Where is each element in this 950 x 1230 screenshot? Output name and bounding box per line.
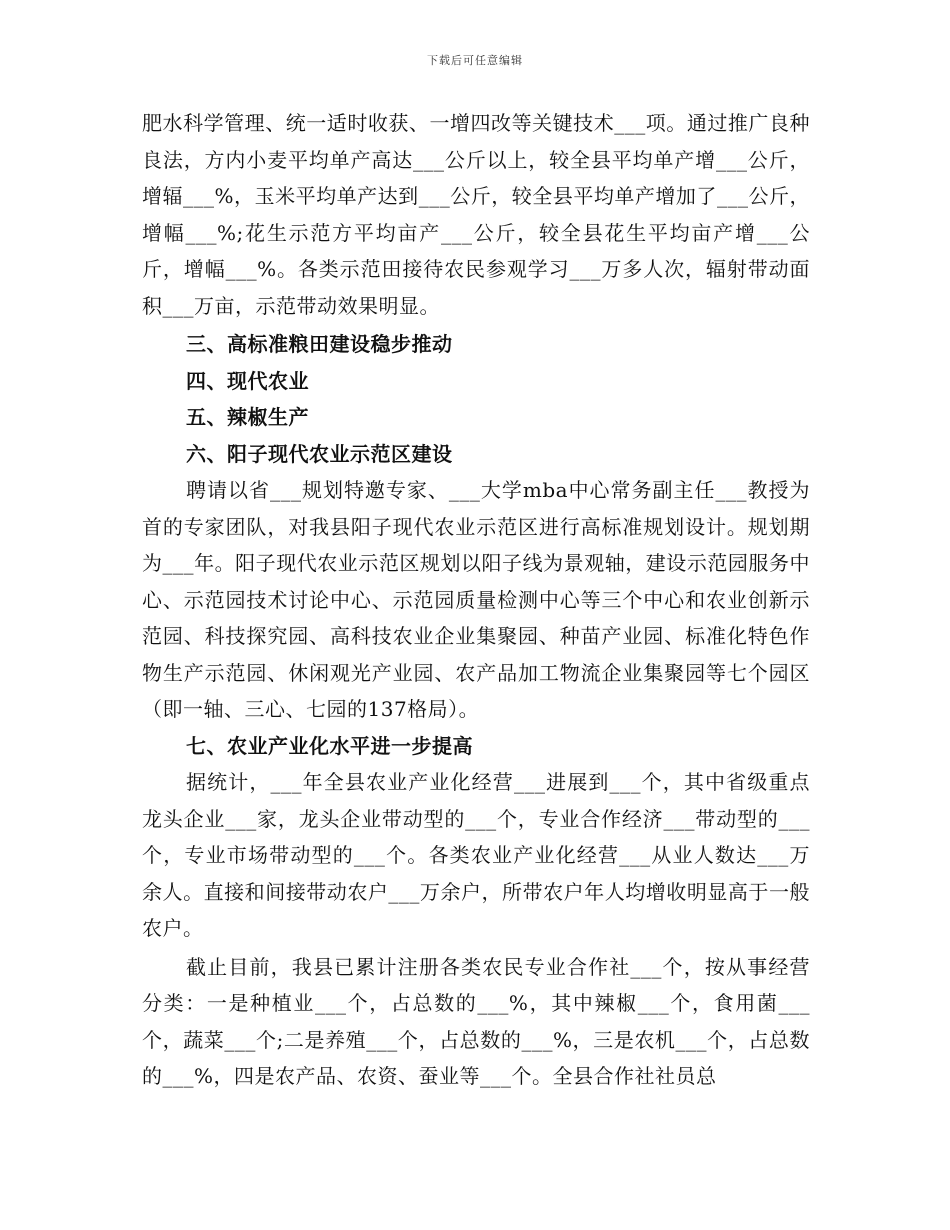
document-body — [142, 105, 810, 1095]
section-heading-4: 四、现代农业 — [186, 368, 309, 393]
section-heading-5: 五、辣椒生产 — [186, 405, 309, 429]
section-heading-3: 三、高标准粮田建设稳步推动 — [186, 332, 453, 356]
paragraph-demonstration-results: 肥水科学管理、统一适时收获、一增四改等关键技术___项。通过推广良种良法，方内小麦平均单产高达___公斤以上，较全县平均单产增___公斤，增辐___%，玉米平均单产达到___公斤，较全县平均单产增加了___公斤，增幅___%;花生示范方平均亩产___公斤，较全县花生平均亩产增___公斤，增幅___%。各类示范田接待农民参观学习___万多人次，辐射带动面积___万亩，示范带动效果明显。 — [142, 111, 810, 318]
paragraph-demonstration-zone: 聘请以省___规划特邀专家、___大学mba中心常务副主任___教授为首的专家团队，对我县阳子现代农业示范区进行高标准规划设计。规划期为___年。阳子现代农业示范区规划以阳子线为景观轴，建设示范园服务中心、示范园技术讨论中心、示范园质量检测中心等三个中心和农业创新示范园、科技探究园、高科技农业企业集聚园、种苗产业园、标准化特色作物生产示范园、休闲观光产业园、农产品加工物流企业集聚园等七个园区（即一轴、三心、七园的137格局）。 — [142, 478, 810, 721]
paragraph-industrialization-stats: 据统计，___年全县农业产业化经营___进展到___个，其中省级重点龙头企业___家，龙头企业带动型的___个，专业合作经济___带动型的___个，专业市场带动型的___个。各类农业产业化经营___从业人数达___万余人。直接和间接带动农户___万余户，所带农户年人均增收明显高于一般农户。 — [142, 770, 810, 940]
section-heading-6: 六、阳子现代农业示范区建设 — [186, 441, 453, 466]
section-heading-7: 七、农业产业化水平进一步提高 — [186, 733, 473, 758]
page-header-note: 下载后可任意编辑 — [427, 54, 523, 67]
paragraph-cooperatives: 截止目前，我县已累计注册各类农民专业合作社___个，按从事经营分类：一是种植业___个，占总数的___%，其中辣椒___个，食用菌___个，蔬菜___个;二是养殖___个，占总数的___%，三是农机___个，占总数的___%，四是农产品、农资、蚕业等___个。全县合作社社员总 — [142, 954, 810, 1088]
